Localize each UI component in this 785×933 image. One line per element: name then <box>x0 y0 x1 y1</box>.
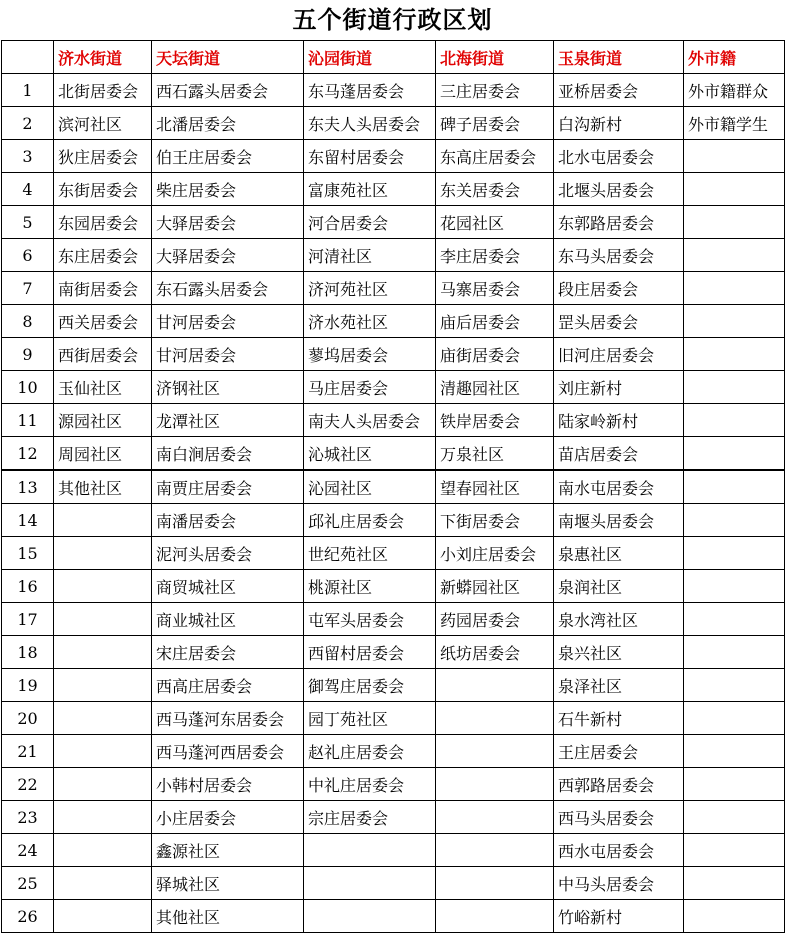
table-cell <box>54 636 152 669</box>
header-index-cell <box>2 41 54 74</box>
table-cell: 屯军头居委会 <box>304 603 436 636</box>
table-row <box>2 140 785 173</box>
table-cell: 白沟新村 <box>554 107 684 140</box>
table-cell: 东夫人头居委会 <box>304 107 436 140</box>
row-number-cell: 13 <box>2 470 54 504</box>
table-cell: 王庄居委会 <box>554 735 684 768</box>
table-cell <box>54 801 152 834</box>
table-cell: 段庄居委会 <box>554 272 684 305</box>
table-cell <box>436 867 554 900</box>
table-cell: 南白涧居委会 <box>152 437 304 471</box>
row-number-cell: 1 <box>2 74 54 107</box>
table-cell: 马寨居委会 <box>436 272 554 305</box>
table-cell: 伯王庄居委会 <box>152 140 304 173</box>
table-cell: 南水屯居委会 <box>554 470 684 504</box>
table-cell <box>436 834 554 867</box>
table-cell: 中马头居委会 <box>554 867 684 900</box>
table-cell: 三庄居委会 <box>436 74 554 107</box>
table-cell: 旧河庄居委会 <box>554 338 684 371</box>
table-cell: 东庄居委会 <box>54 239 152 272</box>
table-row <box>2 206 785 239</box>
column-header: 外市籍 <box>684 41 785 74</box>
row-number-cell: 22 <box>2 768 54 801</box>
table-row <box>2 537 785 570</box>
district-table <box>1 40 785 933</box>
table-cell <box>684 867 785 900</box>
table-cell <box>684 140 785 173</box>
table-cell: 桃源社区 <box>304 570 436 603</box>
table-cell: 陆家岭新村 <box>554 404 684 437</box>
table-cell: 商贸城社区 <box>152 570 304 603</box>
table-cell: 东石露头居委会 <box>152 272 304 305</box>
table-cell <box>54 537 152 570</box>
table-cell <box>684 669 785 702</box>
table-cell <box>436 735 554 768</box>
table-cell: 济钢社区 <box>152 371 304 404</box>
table-cell: 济水苑社区 <box>304 305 436 338</box>
table-cell: 铁岸居委会 <box>436 404 554 437</box>
table-cell: 南街居委会 <box>54 272 152 305</box>
row-number-cell: 5 <box>2 206 54 239</box>
table-cell <box>684 768 785 801</box>
table-cell <box>684 305 785 338</box>
row-number-cell: 19 <box>2 669 54 702</box>
table-row <box>2 834 785 867</box>
table-cell: 邱礼庄居委会 <box>304 504 436 537</box>
table-cell <box>304 834 436 867</box>
table-cell: 下街居委会 <box>436 504 554 537</box>
row-number-cell: 20 <box>2 702 54 735</box>
table-cell: 小韩村居委会 <box>152 768 304 801</box>
table-cell: 小刘庄居委会 <box>436 537 554 570</box>
table-cell: 东马蓬居委会 <box>304 74 436 107</box>
table-cell: 小庄居委会 <box>152 801 304 834</box>
table-cell: 其他社区 <box>54 470 152 504</box>
table-row <box>2 239 785 272</box>
table-cell <box>684 702 785 735</box>
table-cell <box>54 504 152 537</box>
table-cell <box>684 603 785 636</box>
table-cell <box>54 669 152 702</box>
table-cell: 马庄居委会 <box>304 371 436 404</box>
table-cell: 北街居委会 <box>54 74 152 107</box>
table-cell <box>684 338 785 371</box>
table-cell <box>304 900 436 933</box>
table-row <box>2 470 785 504</box>
row-number-cell: 10 <box>2 371 54 404</box>
table-cell: 宗庄居委会 <box>304 801 436 834</box>
row-number-cell: 15 <box>2 537 54 570</box>
table-cell: 外市籍学生 <box>684 107 785 140</box>
row-number-cell: 16 <box>2 570 54 603</box>
row-number-cell: 14 <box>2 504 54 537</box>
row-number-cell: 18 <box>2 636 54 669</box>
table-cell <box>54 768 152 801</box>
table-row <box>2 735 785 768</box>
table-cell <box>54 867 152 900</box>
table-cell <box>684 570 785 603</box>
table-cell: 柴庄居委会 <box>152 173 304 206</box>
table-cell: 东马头居委会 <box>554 239 684 272</box>
table-cell: 西水屯居委会 <box>554 834 684 867</box>
table-cell <box>684 173 785 206</box>
table-cell: 商业城社区 <box>152 603 304 636</box>
table-cell: 大驿居委会 <box>152 239 304 272</box>
column-header: 天坛街道 <box>152 41 304 74</box>
table-cell: 北堰头居委会 <box>554 173 684 206</box>
table-row <box>2 900 785 933</box>
table-row <box>2 768 785 801</box>
table-cell: 南贾庄居委会 <box>152 470 304 504</box>
table-cell: 西高庄居委会 <box>152 669 304 702</box>
row-number-cell: 24 <box>2 834 54 867</box>
column-header: 沁园街道 <box>304 41 436 74</box>
table-cell: 西马头居委会 <box>554 801 684 834</box>
table-cell: 万泉社区 <box>436 437 554 471</box>
table-cell: 北潘居委会 <box>152 107 304 140</box>
table-row <box>2 702 785 735</box>
table-cell: 东高庄居委会 <box>436 140 554 173</box>
table-row <box>2 173 785 206</box>
table-cell: 纸坊居委会 <box>436 636 554 669</box>
table-cell: 中礼庄居委会 <box>304 768 436 801</box>
table-cell <box>684 504 785 537</box>
table-cell: 河合居委会 <box>304 206 436 239</box>
table-cell: 泥河头居委会 <box>152 537 304 570</box>
column-header: 济水街道 <box>54 41 152 74</box>
table-cell <box>304 867 436 900</box>
table-cell: 河清社区 <box>304 239 436 272</box>
row-number-cell: 25 <box>2 867 54 900</box>
table-cell: 富康苑社区 <box>304 173 436 206</box>
table-body <box>2 74 785 933</box>
row-number-cell: 4 <box>2 173 54 206</box>
table-cell: 清趣园社区 <box>436 371 554 404</box>
table-cell: 狄庄居委会 <box>54 140 152 173</box>
table-cell <box>54 603 152 636</box>
table-cell: 庙后居委会 <box>436 305 554 338</box>
table-cell: 西关居委会 <box>54 305 152 338</box>
table-row <box>2 305 785 338</box>
table-cell: 鑫源社区 <box>152 834 304 867</box>
table-cell: 东街居委会 <box>54 173 152 206</box>
table-cell: 甘河居委会 <box>152 338 304 371</box>
table-cell: 新蟒园社区 <box>436 570 554 603</box>
table-cell: 南夫人头居委会 <box>304 404 436 437</box>
table-cell: 滨河社区 <box>54 107 152 140</box>
table-cell <box>684 437 785 471</box>
table-cell <box>436 801 554 834</box>
table-cell: 药园居委会 <box>436 603 554 636</box>
table-cell: 西街居委会 <box>54 338 152 371</box>
table-row <box>2 669 785 702</box>
table-row <box>2 603 785 636</box>
table-cell: 西马蓬河西居委会 <box>152 735 304 768</box>
table-cell <box>54 834 152 867</box>
table-cell: 石牛新村 <box>554 702 684 735</box>
table-cell: 外市籍群众 <box>684 74 785 107</box>
table-row <box>2 107 785 140</box>
table-cell <box>436 702 554 735</box>
table-cell: 济河苑社区 <box>304 272 436 305</box>
table-cell: 御驾庄居委会 <box>304 669 436 702</box>
table-cell: 园丁苑社区 <box>304 702 436 735</box>
table-cell: 东关居委会 <box>436 173 554 206</box>
table-cell: 南潘居委会 <box>152 504 304 537</box>
table-cell <box>54 702 152 735</box>
table-cell <box>684 239 785 272</box>
table-cell: 亚桥居委会 <box>554 74 684 107</box>
table-cell: 驿城社区 <box>152 867 304 900</box>
table-cell: 西石露头居委会 <box>152 74 304 107</box>
table-cell <box>684 272 785 305</box>
table-cell: 李庄居委会 <box>436 239 554 272</box>
table-cell: 西马蓬河东居委会 <box>152 702 304 735</box>
table-cell: 泉润社区 <box>554 570 684 603</box>
table-row <box>2 504 785 537</box>
table-cell <box>684 900 785 933</box>
table-cell <box>436 768 554 801</box>
table-cell: 东留村居委会 <box>304 140 436 173</box>
table-cell: 泉水湾社区 <box>554 603 684 636</box>
table-cell: 望春园社区 <box>436 470 554 504</box>
table-cell: 竹峪新村 <box>554 900 684 933</box>
table-cell: 沁城社区 <box>304 437 436 471</box>
table-row <box>2 74 785 107</box>
row-number-cell: 9 <box>2 338 54 371</box>
table-cell: 其他社区 <box>152 900 304 933</box>
table-cell: 蓼坞居委会 <box>304 338 436 371</box>
page-title: 五个街道行政区划 <box>292 5 493 34</box>
table-cell: 花园社区 <box>436 206 554 239</box>
table-cell: 西郭路居委会 <box>554 768 684 801</box>
table-cell: 东郭路居委会 <box>554 206 684 239</box>
table-cell: 泉兴社区 <box>554 636 684 669</box>
table-cell: 苗店居委会 <box>554 437 684 471</box>
row-number-cell: 21 <box>2 735 54 768</box>
table-cell: 世纪苑社区 <box>304 537 436 570</box>
table-cell: 沁园社区 <box>304 470 436 504</box>
row-number-cell: 7 <box>2 272 54 305</box>
table-cell <box>684 834 785 867</box>
table-cell: 泉泽社区 <box>554 669 684 702</box>
table-cell: 宋庄居委会 <box>152 636 304 669</box>
table-cell: 甘河居委会 <box>152 305 304 338</box>
table-cell <box>684 206 785 239</box>
table-row <box>2 338 785 371</box>
row-number-cell: 8 <box>2 305 54 338</box>
table-cell <box>684 404 785 437</box>
table-cell <box>684 735 785 768</box>
row-number-cell: 23 <box>2 801 54 834</box>
table-cell: 北水屯居委会 <box>554 140 684 173</box>
table-cell: 罡头居委会 <box>554 305 684 338</box>
row-number-cell: 11 <box>2 404 54 437</box>
column-header: 北海街道 <box>436 41 554 74</box>
table-cell <box>436 900 554 933</box>
table-cell: 刘庄新村 <box>554 371 684 404</box>
table-cell: 南堰头居委会 <box>554 504 684 537</box>
row-number-cell: 6 <box>2 239 54 272</box>
row-number-cell: 26 <box>2 900 54 933</box>
row-number-cell: 17 <box>2 603 54 636</box>
table-cell: 玉仙社区 <box>54 371 152 404</box>
row-number-cell: 3 <box>2 140 54 173</box>
table-cell: 龙潭社区 <box>152 404 304 437</box>
header-row <box>2 41 785 74</box>
table-cell: 泉惠社区 <box>554 537 684 570</box>
row-number-cell: 2 <box>2 107 54 140</box>
table-cell <box>684 371 785 404</box>
table-cell <box>684 636 785 669</box>
table-cell: 源园社区 <box>54 404 152 437</box>
table-row <box>2 437 785 471</box>
table-cell <box>54 570 152 603</box>
table-cell <box>54 900 152 933</box>
table-cell <box>684 801 785 834</box>
table-row <box>2 404 785 437</box>
table-cell <box>684 470 785 504</box>
table-cell: 庙街居委会 <box>436 338 554 371</box>
table-row <box>2 801 785 834</box>
table-cell: 西留村居委会 <box>304 636 436 669</box>
table-cell <box>684 537 785 570</box>
table-cell: 赵礼庄居委会 <box>304 735 436 768</box>
table-row <box>2 272 785 305</box>
table-cell: 大驿居委会 <box>152 206 304 239</box>
table-cell: 碑子居委会 <box>436 107 554 140</box>
table-row <box>2 867 785 900</box>
table-cell: 周园社区 <box>54 437 152 471</box>
row-number-cell: 12 <box>2 437 54 471</box>
table-row <box>2 570 785 603</box>
column-header: 玉泉街道 <box>554 41 684 74</box>
table-cell <box>436 669 554 702</box>
table-cell: 东园居委会 <box>54 206 152 239</box>
table-row <box>2 636 785 669</box>
table-row <box>2 371 785 404</box>
table-cell <box>54 735 152 768</box>
